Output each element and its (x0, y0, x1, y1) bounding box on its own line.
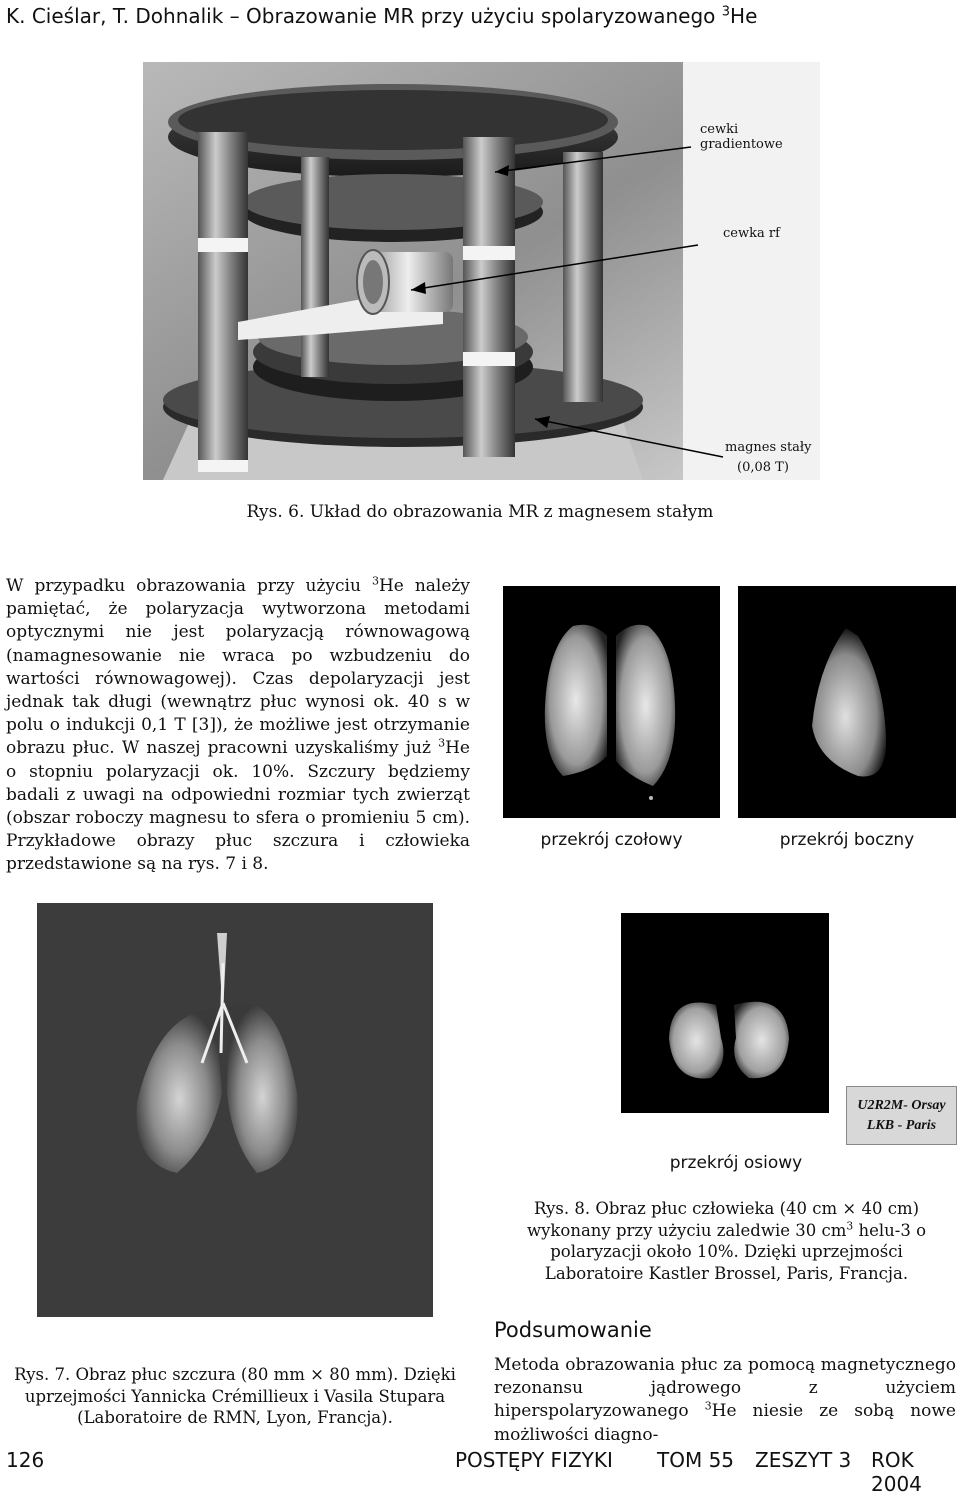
frontal-lungs-shape (503, 586, 720, 818)
year: ROK 2004 (871, 1448, 922, 1496)
rat-lungs-shape (37, 903, 433, 1317)
journal-title: POSTĘPY FIZYKI (455, 1448, 613, 1472)
credit-box (846, 1086, 957, 1145)
credit-line-1: U2R2M- Orsay (857, 1098, 946, 1113)
lateral-section-image (738, 586, 956, 818)
figure-6-caption: Rys. 6. Układ do obrazowania MR z magnesem stałym (246, 502, 714, 522)
axial-lungs-shape (621, 913, 829, 1113)
axial-section-image (621, 913, 829, 1113)
axial-section-label: przekrój osiowy (669, 1153, 803, 1173)
intro-paragraph: W przypadku obrazowania przy użyciu $^3$He należy pamiętać, że polaryzacja wytworzona metodami optycznymi nie jest polaryzacją równowagową (namagnesowanie nie wraca po wzbudzeniu do wartości równowagowej). Czas depolaryzacji jest jednak tak długi (wewnątrz płuc wynosi ok. 40 s w polu o indukcji 0,1 T [3]), że możliwe jest otrzymanie obrazu płuc. W naszej pracowni uzyskaliśmy już $^3$He o stopniu polaryzacji ok. 10%. Szczury będziemy badali z uwagi na odpowiedni rozmiar tych zwierząt (obszar roboczy magnesu to sfera o promieniu 5 cm). Przykładowe obrazy płuc szczura i człowieka przedstawione są na rys. 7 i 8. (6, 574, 470, 875)
figure-6-photo (143, 62, 820, 480)
frontal-section-label: przekrój czołowy (540, 830, 683, 850)
volume: TOM 55 (657, 1448, 735, 1472)
credit-line-2: LKB - Paris (866, 1118, 937, 1133)
running-head: K. Cieślar, T. Dohnalik – Obrazowanie MR przy użyciu spolaryzowanego $^3$He (6, 4, 758, 28)
lateral-section-label: przekrój boczny (779, 830, 915, 850)
label-gradient-coils: cewki gradientowe (700, 122, 783, 152)
issue: ZESZYT 3 (755, 1448, 852, 1472)
figure-8-caption: Rys. 8. Obraz płuc człowieka (40 cm × 40 cm) wykonany przy użyciu zaledwie 30 $cm^3$ helu-3 o polaryzacji około 10%. Dzięki uprzejmości Laboratoire Kastler Brossel, Paris, Francja. (526, 1199, 927, 1283)
rat-lung-image (37, 903, 433, 1317)
page-number: 126 (6, 1448, 45, 1472)
figure-7-caption: Rys. 7. Obraz płuc szczura (80 mm × 80 mm). Dzięki uprzejmości Yannicka Crémillieux i Vasila Stupara (Laboratoire de RMN, Lyon, Francja). (14, 1365, 456, 1427)
label-rf-coil: cewka rf (723, 226, 780, 241)
label-permanent-magnet: magnes stały (725, 440, 812, 455)
summary-paragraph: Metoda obrazowania płuc za pomocą magnetycznego rezonansu jądrowego z użyciem hiperspolaryzowanego $^3$He niesie ze sobą nowe możliwości diagno- (494, 1355, 956, 1445)
summary-heading: Podsumowanie (494, 1318, 652, 1342)
label-field-strength: (0,08 T) (737, 460, 789, 475)
frontal-section-image (503, 586, 720, 818)
lateral-lung-shape (738, 586, 956, 818)
